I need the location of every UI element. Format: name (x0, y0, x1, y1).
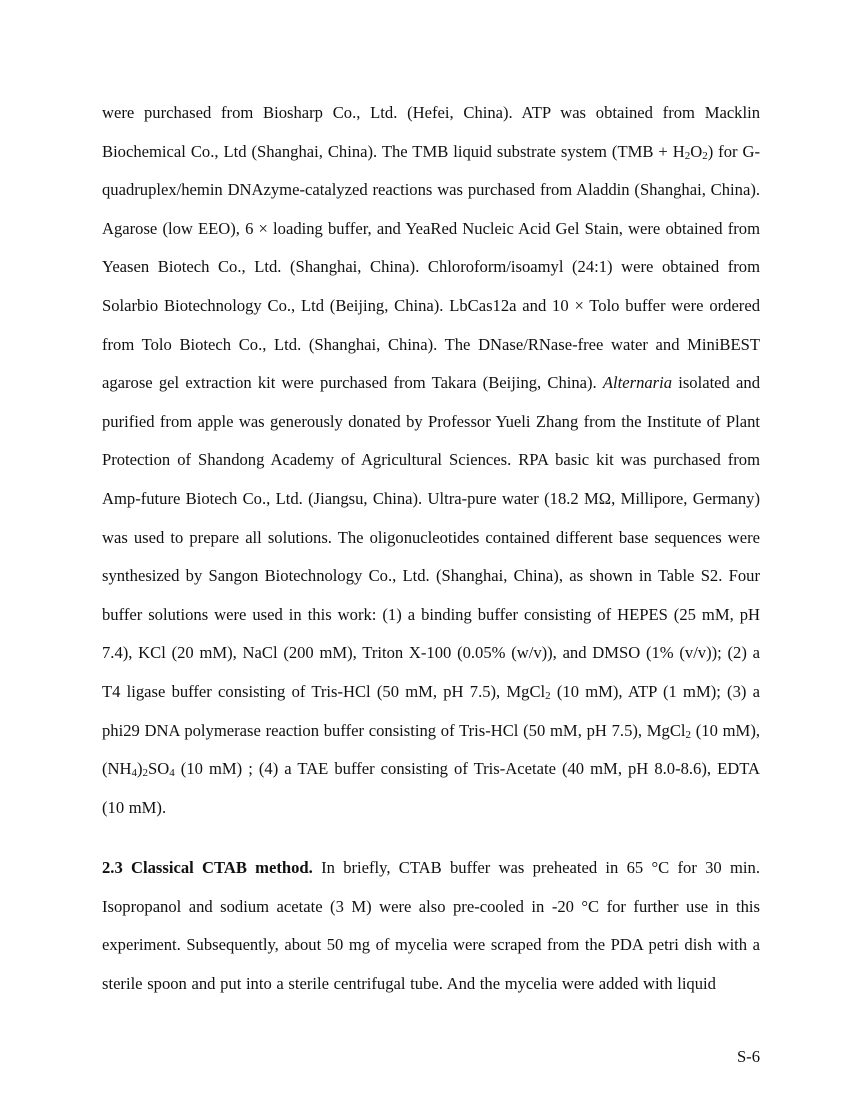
subscript: 4 (169, 767, 175, 780)
text-segment: ) (137, 759, 143, 779)
text-segment: SO (148, 759, 170, 779)
text-segment: O (690, 141, 703, 161)
text-segment: (10 mM) ; (4) a TAE buffer consisting of Tris-Acetate (40 mM, pH 8.0-8.6), EDTA (10 mM). (102, 759, 760, 817)
text-segment: were purchased from Biosharp Co., Ltd. (Hefei, China). ATP was obtained from Macklin Biochemical Co., Ltd (Shanghai, China). The TMB liquid substrate system (TMB + H (102, 103, 760, 161)
section-heading: 2.3 Classical CTAB method. (102, 858, 313, 877)
materials-paragraph (102, 94, 760, 827)
subscript: 2 (545, 689, 551, 702)
ctab-method-paragraph (102, 849, 760, 1003)
subscript: 2 (702, 149, 708, 162)
text-segment: (10 mM), (NH (102, 720, 760, 779)
text-segment: isolated and purified from apple was generously donated by Professor Yueli Zhang from the Institute of Plant Protection of Shandong Academy of Agricultural Sciences. RPA basic kit was purchased from Amp-future Biotech Co., Ltd. (Jiangsu, China). Ultra-pure water (18.2 MΩ, Millipore, Germany) was used to prepare all solutions. The oligonucleotides contained different base sequences were synthesized by Sangon Biotechnology Co., Ltd. (Shanghai, China), as shown in Table S2. Four buffer solutions were used in this work: (1) a binding buffer consisting of HEPES (25 mM, pH 7.4), KCl (20 mM), NaCl (200 mM), Triton X-100 (0.05% (w/v)), and DMSO (1% (v/v)); (2) a T4 ligase buffer consisting of Tris-HCl (50 mM, pH 7.5), MgCl (102, 373, 760, 701)
page-number: S-6 (736, 1047, 760, 1066)
italic-species-name: Alternaria (602, 373, 673, 393)
subscript: 2 (684, 149, 691, 162)
subscript: 2 (142, 767, 149, 780)
subscript: 4 (131, 767, 137, 780)
text-segment: ) for G-quadruplex/hemin DNAzyme-catalyzed reactions was purchased from Aladdin (Shanghai, China). Agarose (low EEO), 6 × loading buffer, and YeaRed Nucleic Acid Gel Stain, were obtained from Yeasen Biotech Co., Ltd. (Shanghai, China). Chloroform/isoamyl (24:1) were obtained from Solarbio Biotechnology Co., Ltd (Beijing, China). LbCas12a and 10 × Tolo buffer were ordered from Tolo Biotech Co., Ltd. (Shanghai, China). The DNase/RNase-free water and MiniBEST agarose gel extraction kit were purchased from Takara (Beijing, China). (102, 141, 761, 393)
subscript: 2 (685, 728, 692, 741)
text-segment: (10 mM), ATP (1 mM); (3) a phi29 DNA polymerase reaction buffer consisting of Tris-HCl (50 mM, pH 7.5), MgCl (102, 681, 761, 740)
text-segment: In briefly, CTAB buffer was preheated in 65 °C for 30 min. Isopropanol and sodium acetate (3 M) were also pre-cooled in -20 °C for further use in this experiment. Subsequently, about 50 mg of mycelia were scraped from the PDA petri dish with a sterile spoon and put into a sterile centrifugal tube. And the mycelia were added with liquid (102, 858, 760, 993)
